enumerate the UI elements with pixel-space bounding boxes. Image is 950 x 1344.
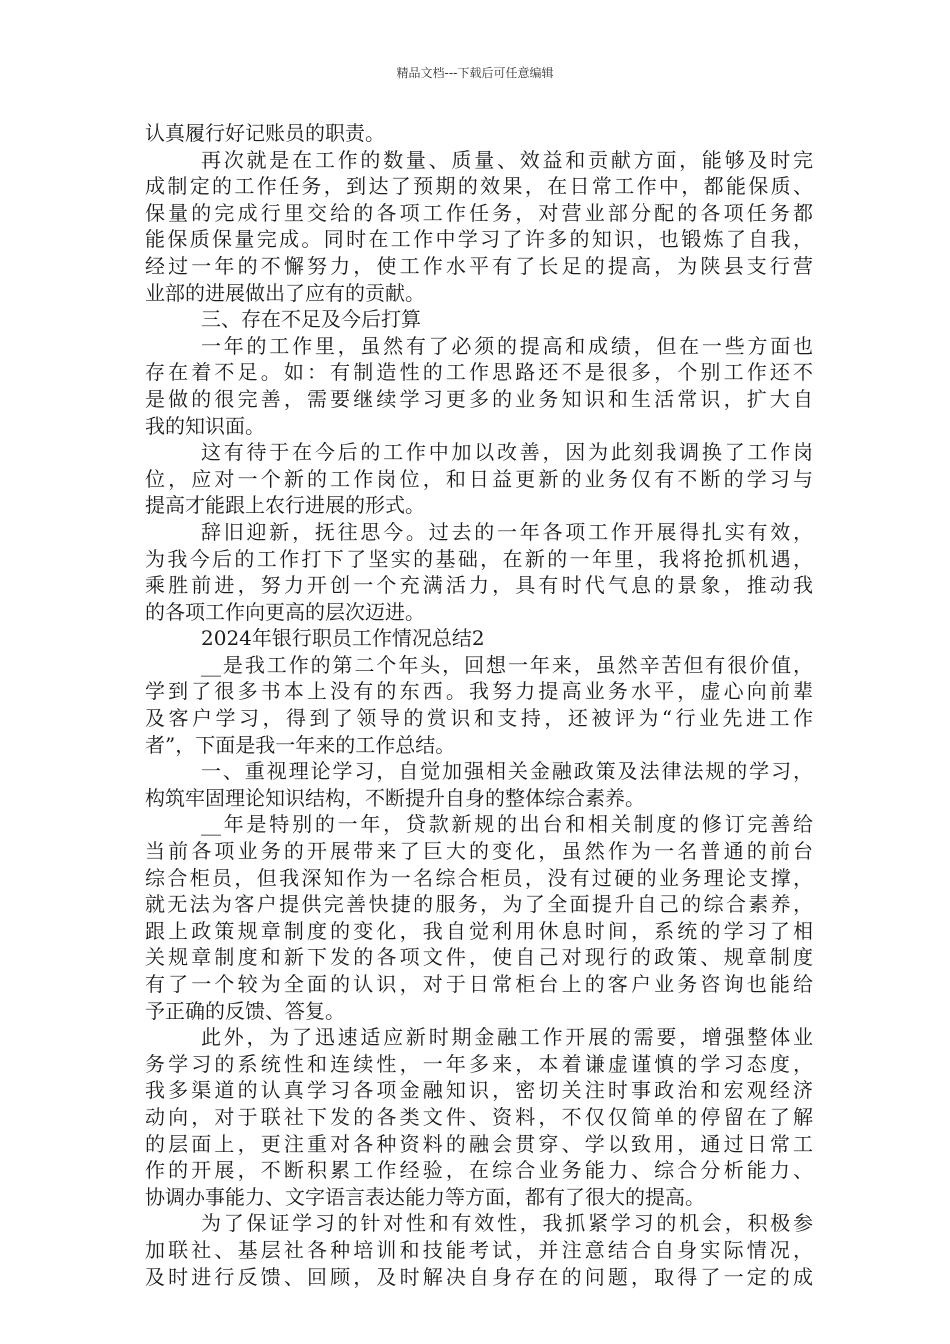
text-line: 及时进行反馈、回顾，及时解决自身存在的问题，取得了一定的成 <box>145 1264 813 1289</box>
text-line: 为我今后的工作打下了坚实的基础，在新的一年里，我将抢抓机遇， <box>145 546 813 571</box>
text-line: 认真履行好记账员的职责。 <box>145 121 385 145</box>
text-line: 我多渠道的认真学习各项金融知识，密切关注时事政治和宏观经济 <box>145 1078 813 1103</box>
page-header: 精品文档---下载后可任意编辑 <box>396 66 554 80</box>
text-line: 再次就是在工作的数量、质量、效益和贡献方面，能够及时完 <box>201 147 813 172</box>
text-line: 作的开展，不断积累工作经验，在综合业务能力、综合分析能力、 <box>145 1158 813 1183</box>
text-line: 加联社、基层社各种培训和技能考试，并注意结合自身实际情况， <box>145 1237 813 1262</box>
text-line: 成制定的工作任务，到达了预期的效果，在日常工作中，都能保质、 <box>145 174 813 199</box>
text-line: 提高才能跟上农行进展的形式。 <box>145 493 425 518</box>
text-line: 构筑牢固理论知识结构，不断提升自身的整体综合素养。 <box>145 785 645 810</box>
text-line: 存在着不足。如：有制造性的工作思路还不是很多，个别工作还不 <box>145 360 813 385</box>
text-line: 关规章制度和新下发的各项文件，使自己对现行的政策、规章制度 <box>145 945 813 970</box>
text-line: 保量的完成行里交给的各项工作任务，对营业部分配的各项任务都 <box>145 200 813 225</box>
text-line: __年是特别的一年，贷款新规的出台和相关制度的修订完善给 <box>201 812 813 837</box>
text-line: 一年的工作里，虽然有了必须的提高和成绩，但在一些方面也 <box>201 333 813 358</box>
text-line: 这有待于在今后的工作中加以改善，因为此刻我调换了工作岗 <box>201 440 813 465</box>
text-line: 跟上政策规章制度的变化，我自觉利用休息时间，系统的学习了相 <box>145 918 813 943</box>
text-line: 协调办事能力、文字语言表达能力等方面，都有了很大的提高。 <box>145 1184 705 1209</box>
text-line: 经过一年的不懈努力，使工作水平有了长足的提高，为陕县支行营 <box>145 253 813 278</box>
text-line: 一、重视理论学习，自觉加强相关金融政策及法律法规的学习， <box>201 759 813 784</box>
text-line: 业部的进展做出了应有的贡献。 <box>145 280 425 305</box>
text-line: 能保质保量完成。同时在工作中学习了许多的知识，也锻炼了自我， <box>145 227 813 252</box>
text-line: 及客户学习，得到了领导的赏识和支持，还被评为“行业先进工作 <box>145 706 813 731</box>
text-line: 的各项工作向更高的层次迈进。 <box>145 599 425 624</box>
text-line: 为了保证学习的针对性和有效性，我抓紧学习的机会，积极参 <box>201 1211 813 1236</box>
text-line: 务学习的系统性和连续性，一年多来，本着谦虚谨慎的学习态度， <box>145 1051 813 1076</box>
text-line: 学到了很多书本上没有的东西。我努力提高业务水平，虚心向前辈 <box>145 679 813 704</box>
text-line: 予正确的反馈、答复。 <box>145 998 345 1023</box>
text-line: 此外，为了迅速适应新时期金融工作开展的需要，增强整体业 <box>201 1025 813 1050</box>
text-line: 的层面上，更注重对各种资料的融会贯穿、学以致用，通过日常工 <box>145 1131 813 1156</box>
document-body <box>145 120 813 1290</box>
text-line: 位，应对一个新的工作岗位，和日益更新的业务仅有不断的学习与 <box>145 466 813 491</box>
text-line: 2024年银行职员工作情况总结2 <box>201 626 485 651</box>
text-line: 乘胜前进，努力开创一个充满活力，具有时代气息的景象，推动我 <box>145 573 813 598</box>
text-line: 有了一个较为全面的认识，对于日常柜台上的客户业务咨询也能给 <box>145 972 813 996</box>
text-line: 者”，下面是我一年来的工作总结。 <box>145 732 456 757</box>
text-line: 当前各项业务的开展带来了巨大的变化，虽然作为一名普通的前台 <box>145 839 813 864</box>
text-line: 综合柜员，但我深知作为一名综合柜员，没有过硬的业务理论支撑， <box>145 865 813 890</box>
text-line: 是做的很完善，需要继续学习更多的业务知识和生活常识，扩大自 <box>145 386 813 411</box>
text-line: 我的知识面。 <box>145 413 265 438</box>
text-line: 辞旧迎新，抚往思今。过去的一年各项工作开展得扎实有效， <box>201 519 813 544</box>
text-line: __是我工作的第二个年头，回想一年来，虽然辛苦但有很价值， <box>201 652 813 677</box>
text-line: 动向，对于联社下发的各类文件、资料，不仅仅简单的停留在了解 <box>145 1104 813 1129</box>
text-line: 就无法为客户提供完善快捷的服务，为了全面提升自己的综合素养， <box>145 892 813 917</box>
text-line: 三、存在不足及今后打算 <box>201 307 421 332</box>
